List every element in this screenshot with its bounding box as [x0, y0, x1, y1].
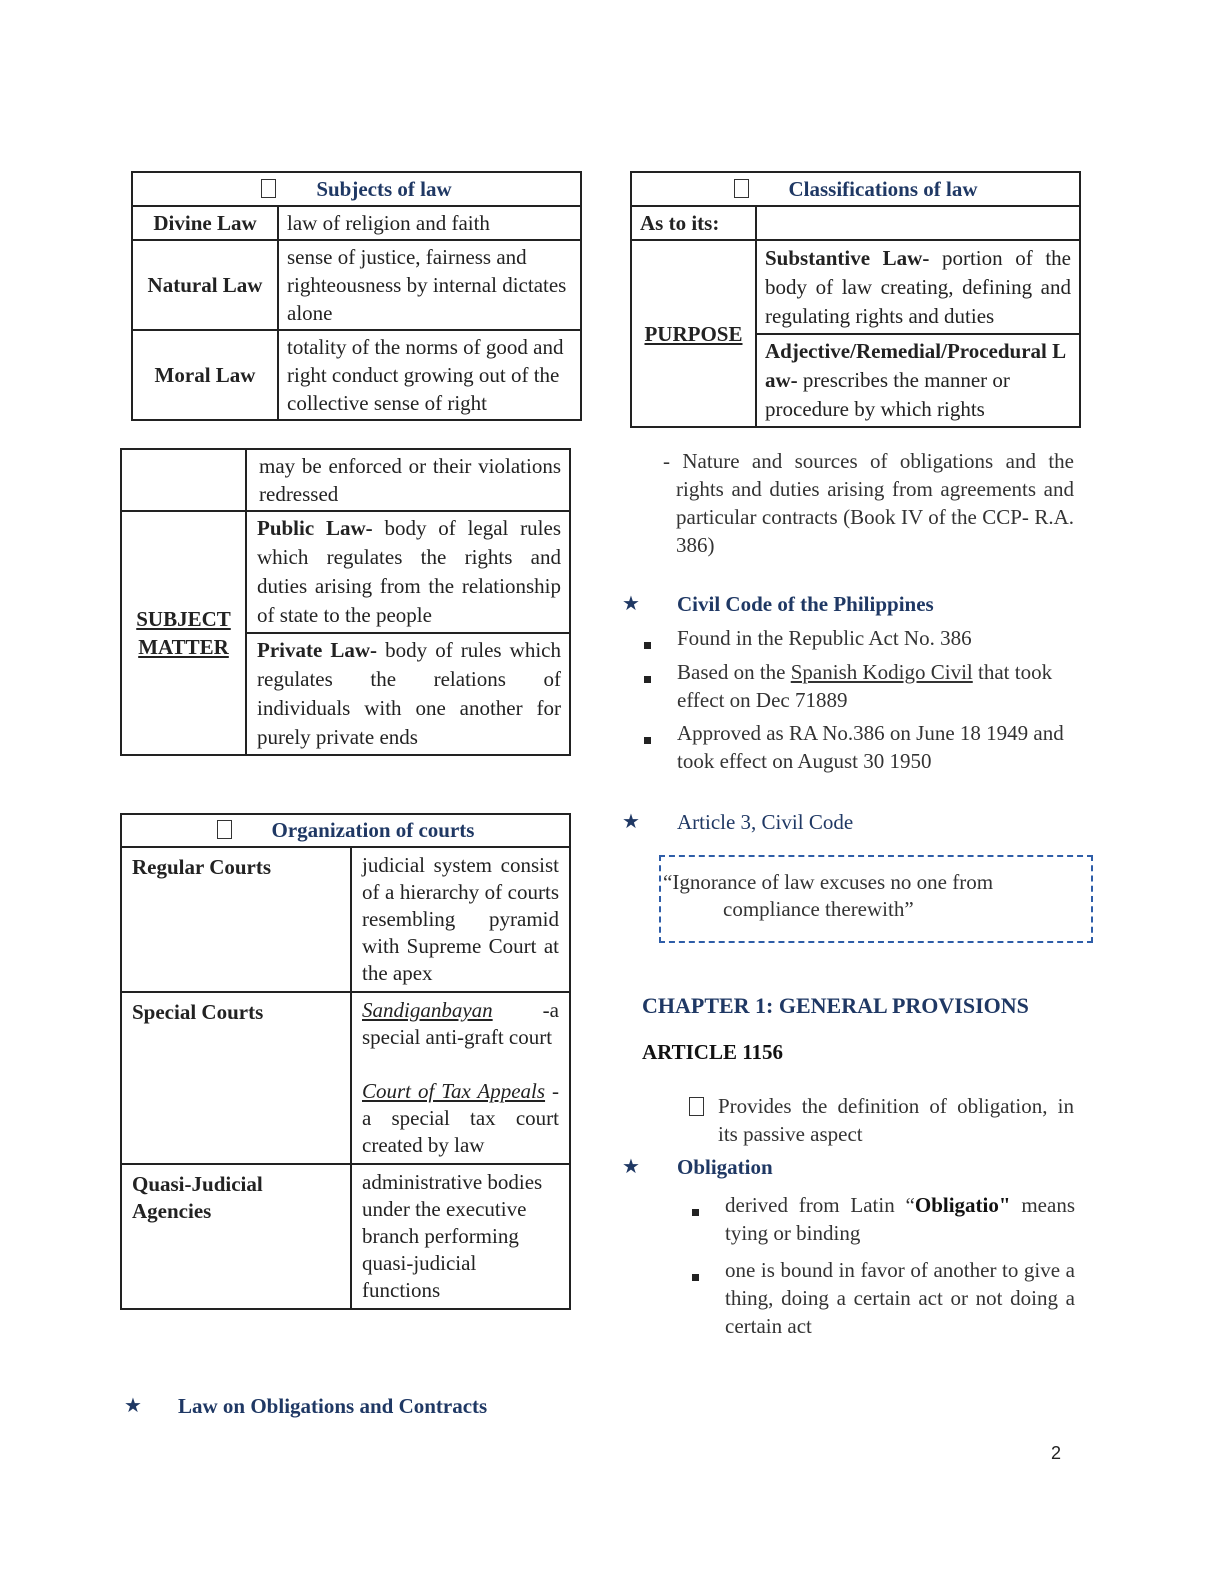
- term-cell: Moral Law: [132, 330, 278, 420]
- bullet-square-icon: [644, 668, 651, 687]
- continued-text-cell: may be enforced or their violations redressed: [246, 449, 570, 511]
- classifications-header: [631, 172, 1080, 206]
- subject-matter-table: [120, 448, 571, 756]
- private-law-cell: [246, 633, 570, 755]
- bullet-square-icon: [692, 1266, 699, 1285]
- spanish-kodigo-civil-link: Spanish Kodigo Civil: [790, 660, 973, 684]
- law-obligations-heading-row: [124, 1393, 488, 1418]
- organization-of-courts-table: [120, 813, 571, 1310]
- subject-matter-label: SUBJECT MATTER: [121, 511, 246, 755]
- law-obligations-heading: Law on Obligations and Contracts: [178, 1394, 488, 1418]
- subjects-of-law-table: [131, 171, 582, 421]
- adjective-law-term: Adjective/Remedial/Procedural Law-: [765, 339, 1067, 392]
- adjective-law-def: prescribes the manner or procedure by which rights: [765, 368, 1010, 421]
- definition-cell: sense of justice, fairness and righteousness by internal dictates alone: [278, 240, 581, 330]
- court-of-tax-appeals-link: Court of Tax Appeals: [362, 1079, 546, 1103]
- article-point-text: Provides the definition of obligation, in its passive aspect: [718, 1094, 1074, 1146]
- private-law-def: body of rules which regulates the relations of individuals with one another for purely private ends: [257, 638, 561, 749]
- sandiganbayan-def: -a special anti-graft court: [362, 998, 559, 1049]
- checkbox-icon: [217, 820, 232, 839]
- star-bullet-icon: ★: [622, 809, 640, 833]
- sandiganbayan-link: Sandiganbayan: [362, 998, 493, 1022]
- star-bullet-icon: ★: [124, 1393, 142, 1417]
- term-cell: Divine Law: [132, 206, 278, 240]
- checkbox-icon: [734, 179, 749, 198]
- regular-courts-term: Regular Courts: [121, 847, 351, 992]
- special-courts-def: [351, 992, 570, 1164]
- civil-code-bullet-2: [677, 658, 1077, 714]
- cta-def: -a special tax court created by law: [362, 1079, 559, 1157]
- civil-code-bullet-1: Found in the Republic Act No. 386: [677, 626, 972, 650]
- table-title: Classifications of law: [788, 177, 978, 201]
- bullet-text: Based on the: [677, 660, 791, 684]
- civil-code-heading-row: [622, 591, 640, 615]
- table-title: Organization of courts: [271, 818, 475, 842]
- obligation-heading: Obligation: [677, 1155, 773, 1179]
- courts-header: [121, 814, 570, 847]
- classifications-of-law-table: [630, 171, 1081, 428]
- bullet-text: means tying or binding: [725, 1193, 1075, 1245]
- public-law-def: body of legal rules which regulates the rights and duties arising from the relationship of state to the people: [257, 516, 562, 627]
- bullet-square-icon: [644, 729, 651, 748]
- quote-line-1: “Ignorance of law excuses no one from: [663, 870, 994, 894]
- subjects-of-law-header: [132, 172, 581, 206]
- as-to-cell: As to its:: [631, 206, 756, 240]
- article-point: [718, 1092, 1074, 1148]
- definition-cell: law of religion and faith: [278, 206, 581, 240]
- term-cell: Natural Law: [132, 240, 278, 330]
- empty-cell: [121, 449, 246, 511]
- purpose-label: PURPOSE: [631, 240, 756, 427]
- civil-code-bullet-3: Approved as RA No.386 on June 18 1949 and took effect on August 30 1950: [677, 721, 1064, 773]
- bullet-square-icon: [692, 1201, 699, 1220]
- obligation-bullet-2: one is bound in favor of another to give a thing, doing a certain act or not doing a certain act: [725, 1258, 1075, 1338]
- substantive-law-term: Substantive Law-: [765, 246, 930, 270]
- quasi-judicial-def: administrative bodies under the executive branch performing quasi-judicial functions: [351, 1164, 570, 1309]
- quote-box: [659, 855, 1093, 943]
- obligatio-term: Obligatio": [914, 1193, 1011, 1217]
- checkbox-icon: [261, 179, 276, 198]
- bullet-square-icon: [644, 634, 651, 653]
- substantive-law-cell: [756, 240, 1080, 334]
- bullet-text: derived from Latin “: [725, 1193, 915, 1217]
- civil-code-heading: Civil Code of the Philippines: [677, 592, 934, 616]
- special-courts-term: Special Courts: [121, 992, 351, 1164]
- substantive-law-def: portion of the body of law creating, defining and regulating rights and duties: [765, 246, 1072, 328]
- regular-courts-def: judicial system consist of a hierarchy of courts resembling pyramid with Supreme Court at the apex: [351, 847, 570, 992]
- private-law-term: Private Law-: [257, 638, 378, 662]
- public-law-cell: [246, 511, 570, 633]
- quote-line-2: compliance therewith”: [723, 897, 914, 921]
- article3-heading: Article 3, Civil Code: [677, 810, 854, 834]
- bullet-text: that took effect on Dec 71889: [677, 660, 1053, 712]
- quasi-judicial-term: Quasi-Judicial Agencies: [121, 1164, 351, 1309]
- obligation-bullet-1: [725, 1191, 1075, 1247]
- adjective-law-cell: [756, 334, 1080, 427]
- star-bullet-icon: ★: [622, 591, 640, 615]
- definition-cell: totality of the norms of good and right conduct growing out of the collective sense of right: [278, 330, 581, 420]
- table-title: Subjects of law: [316, 177, 452, 201]
- nature-paragraph: - Nature and sources of obligations and the rights and duties arising from agreements and particular contracts (Book IV of the CCP- R.A. 386): [663, 449, 1074, 557]
- checkbox-icon: [689, 1097, 704, 1118]
- chapter-heading: CHAPTER 1: GENERAL PROVISIONS: [642, 993, 1029, 1018]
- article3-heading-row: [622, 809, 640, 833]
- article-heading: ARTICLE 1156: [642, 1040, 784, 1064]
- page-number: 2: [1051, 1443, 1062, 1463]
- star-bullet-icon: ★: [622, 1154, 640, 1178]
- empty-cell: [756, 206, 1080, 240]
- public-law-term: Public Law-: [257, 516, 373, 540]
- obligation-heading-row: [622, 1154, 640, 1178]
